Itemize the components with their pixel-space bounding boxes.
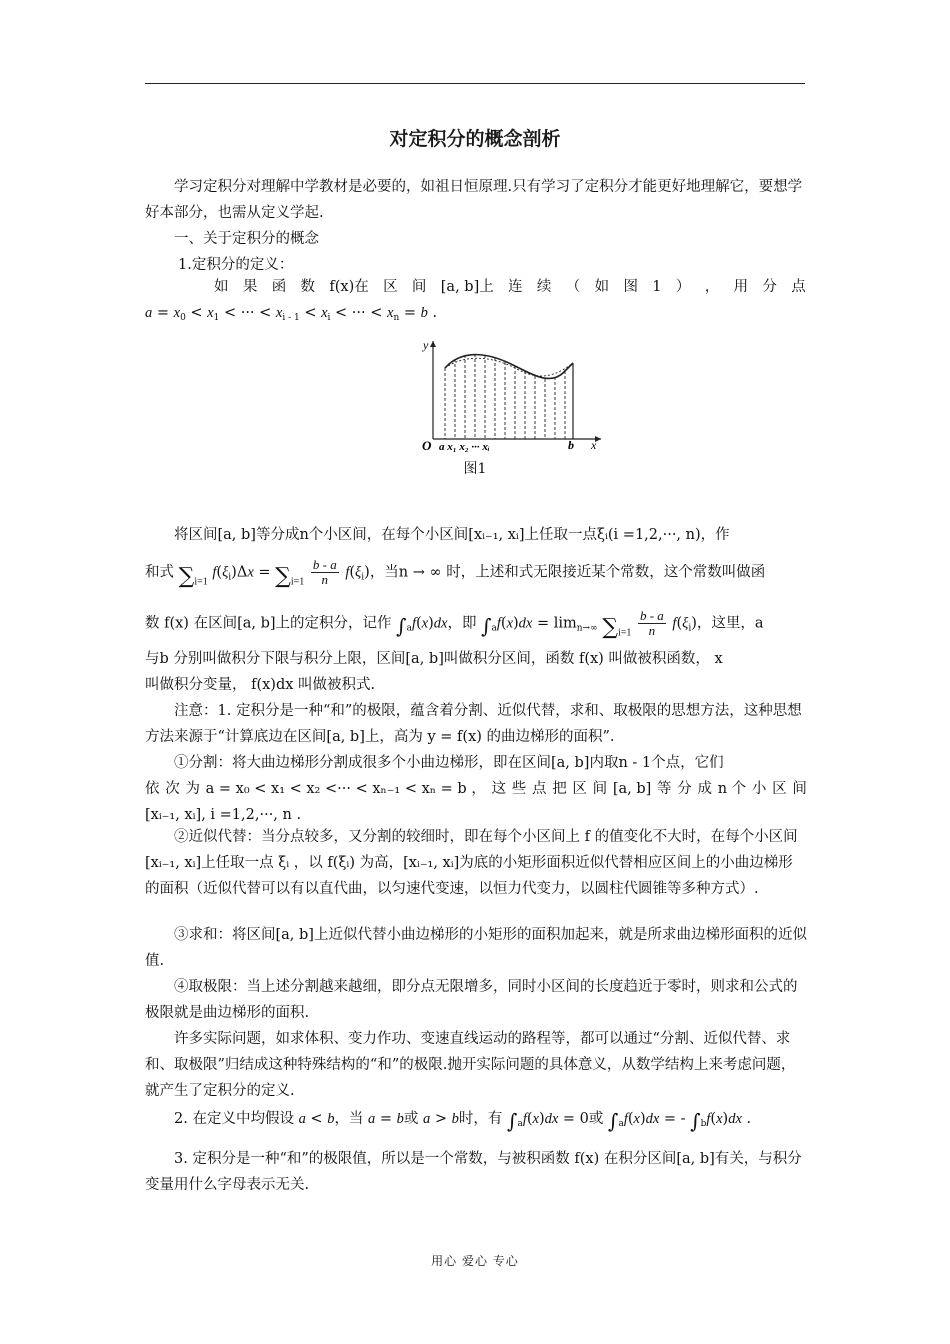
header-rule xyxy=(145,83,805,84)
step-1-line-b: 依 次 为 a = x₀ < x₁ < x₂ <··· < xₙ₋₁ < xₙ = b ， 这 些 点 把 区 间 [a, b] 等 分 成 n 个 小 区 间 xyxy=(145,781,807,797)
divide-line-2: 和式 $\sum_{i=1}$ $f(\xi_i)\Delta x = \sum_{i=1}$ $\frac{b - a}{n}$ $f(\xi_i)$，当n → ∞ 时，上述和式无限接近某个常数，这个常数叫做函 xyxy=(145,557,766,589)
note-3-paragraph: 3. 定积分是一种“和”的极限值，所以是一个常数，与被积函数 f(x) 在积分区间[a, b]有关，与积分变量用什么字母表示无关. xyxy=(145,1151,802,1193)
curve xyxy=(445,355,573,379)
divide-line-5: 叫做积分变量， f(x)dx 叫做被积式. xyxy=(145,677,376,693)
tick-labels: a x₁ x₂ ··· xᵢ xyxy=(439,441,490,453)
step-1-line-c: [xᵢ₋₁, xᵢ], i =1,2,···, n . xyxy=(145,807,302,823)
many-problems-paragraph: 许多实际问题，如求体积、变力作功、变速直线运动的路程等，都可以通过“分割、近似代替、求和、取极限”归结成这种特殊结构的“和”的极限.抛开实际问题的具体意义，从数学结构上来考虑问题，就产生了定积分的定义. xyxy=(145,1031,796,1099)
y-axis-arrow-icon xyxy=(430,341,436,347)
page-footer: 用心 爱心 专心 xyxy=(431,1254,519,1268)
divide-line-1: 将区间[a, b]等分成n个小区间，在每个小区间[xᵢ₋₁, xᵢ]上任取一点ξᵢ(i =1,2,···, n)，作 xyxy=(174,527,730,543)
definition-line-1: 如 果 函 数 f(x)在 区 间 [a, b]上 连 续 （ 如 图 1 ） ， 用 分 点 xyxy=(214,279,806,295)
partition-lines xyxy=(445,354,565,439)
section-heading-1: 一、关于定积分的概念 xyxy=(174,231,319,247)
step-2-paragraph: ②近似代替：当分点较多，又分割的较细时，即在每个小区间上 f 的值变化不大时，在每个小区间[xᵢ₋₁, xᵢ]上任取一点 ξᵢ ，以 f(ξᵢ) 为高，[xᵢ₋₁, xᵢ]为底的小矩形面积近似代替相应区间上的小曲边梯形的面积（近似代替可以有以直代曲，以匀速代变速，以恒力代变力，以圆柱代圆锥等多种方式）. xyxy=(145,829,798,897)
note-2-line: 2. 在定义中均假设 a < b，当 a = b或 a > b时，有 $\int_af(x)dx = 0$或 $\int_af(x)dx$ = - $\int_bf(x)dx$ . xyxy=(174,1109,752,1133)
axis-label-x: x xyxy=(591,438,597,452)
divide-line-4: 与b 分别叫做积分下限与积分上限，区间[a, b]叫做积分区间，函数 f(x) 叫做被积函数， x xyxy=(145,651,723,667)
partition-formula: $a = x_0 < x_1$ < ··· < $x_{i - 1} < x_i$ < ··· < $x_n = b$ . xyxy=(145,305,438,323)
step-4-paragraph: ④取极限：当上述分割越来越细，即分点无限增多，同时小区间的长度趋近于零时，则求和公式的极限就是曲边梯形的面积. xyxy=(145,979,798,1021)
intro-paragraph: 学习定积分对理解中学教材是必要的，如祖日恒原理.只有学习了定积分才能更好地理解它，要想学好本部分，也需从定义学起. xyxy=(145,179,803,221)
step-1-line-a: ①分割：将大曲边梯形分割成很多个小曲边梯形，即在区间[a, b]内取n - 1个点，它们 xyxy=(174,755,724,771)
figure-caption: 图1 xyxy=(463,461,487,477)
axis-label-y: y xyxy=(423,338,429,352)
divide-line-3: 数 f(x) 在区间[a, b]上的定积分，记作 $\int_af(x)dx$，即 $\int_af(x)dx = \lim_{n\to\infty} \sum_{i=1}$ $\frac{b - a}{n}$ $f(\xi_i)$，这里，a xyxy=(145,608,764,640)
figure-1-curve xyxy=(415,333,605,453)
step-3-paragraph: ③求和：将区间[a, b]上近似代替小曲边梯形的小矩形的面积加起来，就是所求曲边梯形面积的近似值. xyxy=(145,927,807,969)
item-heading-1: 1.定积分的定义： xyxy=(178,257,294,273)
note-1-paragraph: 注意：1. 定积分是一种“和”的极限，蕴含着分割、近似代替，求和、取极限的思想方法，这种思想方法来源于“计算底边在区间[a, b]上，高为 y = f(x) 的曲边梯形的面积”. xyxy=(145,703,802,745)
tick-label-b: b xyxy=(568,438,574,452)
step-approximation xyxy=(445,358,573,376)
page-title: 对定积分的概念剖析 xyxy=(389,128,561,150)
origin-label: O xyxy=(422,438,432,453)
